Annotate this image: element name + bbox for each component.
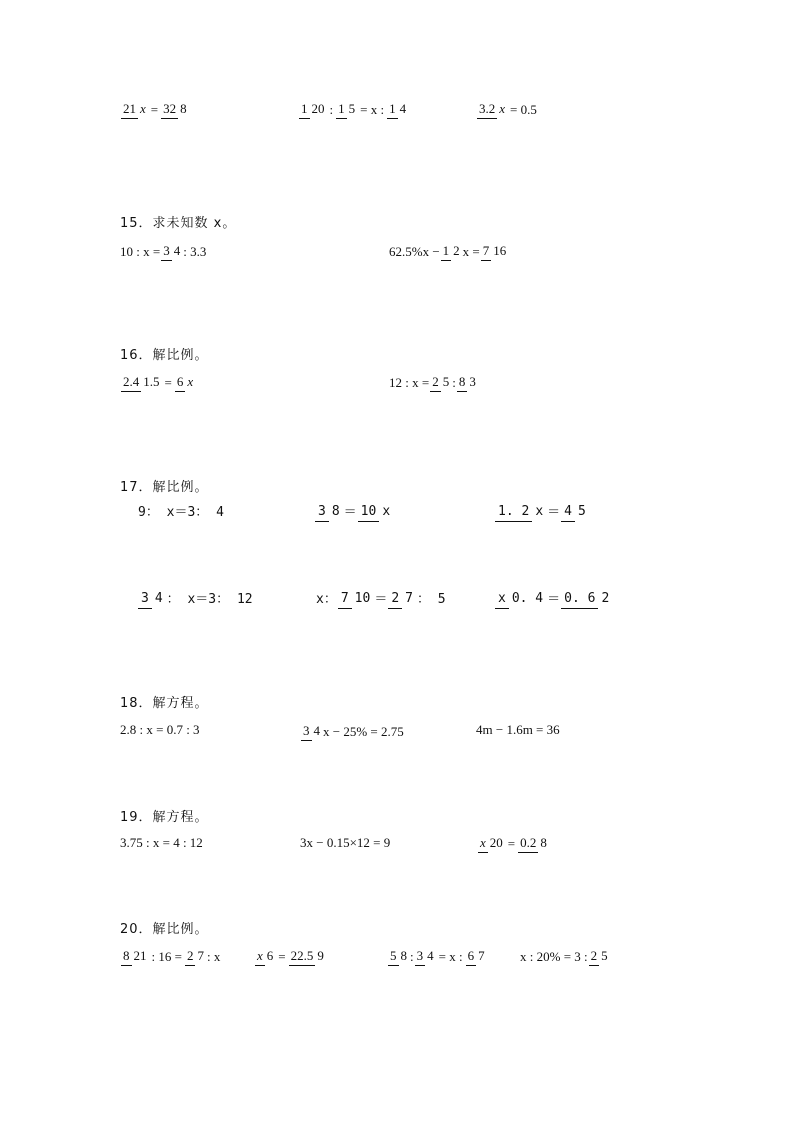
expression-text: 9： x＝3： 4 <box>138 505 224 520</box>
fraction <box>478 834 505 853</box>
operator: = <box>278 948 286 964</box>
denominator: 20 <box>489 835 503 850</box>
fraction <box>388 590 416 609</box>
fraction <box>387 100 408 119</box>
equation-top-2 <box>298 100 409 119</box>
fraction <box>518 834 549 853</box>
denominator: 8 <box>540 835 547 850</box>
fraction <box>561 590 612 609</box>
numerator: 2 <box>185 949 196 966</box>
fraction <box>121 373 162 392</box>
expression-text: = 0.5 <box>510 101 537 117</box>
equation-18-3 <box>476 723 560 736</box>
denominator: 5 <box>601 948 608 963</box>
expression-text: ： x＝3： 12 <box>166 591 253 607</box>
denominator: 2 <box>453 243 460 258</box>
fraction <box>561 503 589 522</box>
numerator: 2 <box>430 375 441 392</box>
numerator: 32 <box>161 102 178 119</box>
question-15-heading: 15．求未知数 x。 <box>120 216 237 231</box>
numerator: 21 <box>121 102 138 119</box>
denominator: 8 <box>331 504 340 519</box>
numerator: 1 <box>336 102 347 119</box>
denominator: x <box>535 504 544 519</box>
equation-16-1 <box>120 373 196 392</box>
question-17-heading: 17．解比例。 <box>120 480 209 495</box>
expression-text: x： <box>316 591 337 607</box>
denominator: 7 <box>405 591 413 606</box>
expression-text: 62.5%x − <box>389 243 440 259</box>
fraction <box>388 947 409 966</box>
equation-20-1 <box>120 947 220 966</box>
operator: = <box>164 374 172 390</box>
equation-top-3 <box>476 100 539 119</box>
operator: ＝ <box>374 591 388 607</box>
numerator: 1. 2 <box>495 505 532 522</box>
expression-text: ： 5 <box>416 591 446 607</box>
denominator: 4 <box>154 591 163 606</box>
denominator: 4 <box>173 243 181 258</box>
fraction <box>255 947 275 966</box>
expression-text: 3.75 : x = 4 : 12 <box>120 835 203 850</box>
fraction <box>495 590 546 609</box>
numerator: 7 <box>481 244 492 261</box>
numerator: 10 <box>358 505 380 522</box>
expression-text: x − 25% = 2.75 <box>323 723 404 739</box>
denominator: x <box>499 101 506 116</box>
equation-15-2 <box>389 242 509 261</box>
denominator: 16 <box>493 243 507 258</box>
numerator: 0. 6 <box>561 592 598 609</box>
numerator: 2 <box>388 592 402 609</box>
denominator: 9 <box>317 948 324 963</box>
denominator: 4 <box>313 723 320 738</box>
fraction <box>466 947 487 966</box>
equation-19-2 <box>300 836 390 849</box>
numerator: 22.5 <box>289 949 316 966</box>
fraction <box>495 503 546 522</box>
operator: = <box>150 101 159 117</box>
denominator: 8 <box>400 948 407 963</box>
denominator: 2 <box>601 591 610 606</box>
equation-19-1 <box>120 836 203 849</box>
expression-text: 10 : x = <box>120 243 161 259</box>
denominator: 10 <box>354 591 371 606</box>
fraction <box>138 590 166 609</box>
expression-text: x = <box>462 243 480 259</box>
numerator: x <box>255 949 265 966</box>
numerator: 7 <box>338 592 352 609</box>
denominator: 4 <box>399 101 407 116</box>
numerator: 3 <box>415 949 426 966</box>
equation-18-1 <box>120 723 200 736</box>
fraction <box>185 947 206 966</box>
equation-18-2 <box>300 722 404 741</box>
equation-17-6 <box>494 590 613 609</box>
operator: : <box>410 948 414 964</box>
fraction <box>430 373 451 392</box>
question-18-heading: 18．解方程。 <box>120 696 209 711</box>
expression-text: = x : <box>438 948 463 964</box>
equation-20-4 <box>520 947 611 966</box>
denominator: 8 <box>180 101 187 116</box>
denominator: 5 <box>577 504 586 519</box>
numerator: 2 <box>589 949 600 966</box>
expression-text: x : 20% = 3 : <box>520 948 588 964</box>
operator: : <box>452 374 456 390</box>
operator: ＝ <box>547 504 561 520</box>
denominator: x <box>140 101 146 116</box>
numerator: 2.4 <box>121 375 141 392</box>
numerator: 5 <box>388 949 399 966</box>
fraction <box>338 590 373 609</box>
denominator: 7 <box>197 948 204 963</box>
expression-text: = x : <box>360 101 385 117</box>
fraction <box>477 100 507 119</box>
numerator: x <box>495 592 509 609</box>
fraction <box>175 373 195 392</box>
question-16-heading: 16．解比例。 <box>120 348 209 363</box>
fraction <box>121 100 148 119</box>
equation-15-1 <box>120 242 206 261</box>
numerator: 3 <box>138 592 152 609</box>
numerator: 3.2 <box>477 102 497 119</box>
expression-text: 4m − 1.6m = 36 <box>476 722 560 737</box>
denominator: 6 <box>266 948 274 963</box>
equation-17-1 <box>138 506 224 519</box>
fraction <box>299 100 327 119</box>
fraction <box>336 100 357 119</box>
numerator: 3 <box>315 505 329 522</box>
fraction <box>358 503 393 522</box>
denominator: 5 <box>442 374 450 389</box>
fraction <box>441 242 462 261</box>
equation-17-5 <box>316 590 446 609</box>
fraction <box>481 242 509 261</box>
numerator: 8 <box>121 949 132 966</box>
denominator: 3 <box>469 374 476 389</box>
denominator: x <box>187 374 194 389</box>
denominator: 5 <box>348 101 356 116</box>
question-19-heading: 19．解方程。 <box>120 810 209 825</box>
denominator: 21 <box>133 948 147 963</box>
fraction <box>589 947 610 966</box>
fraction <box>457 373 478 392</box>
denominator: 1.5 <box>143 374 160 389</box>
fraction <box>315 503 343 522</box>
denominator: 4 <box>427 948 434 963</box>
expression-text: 12 : x = <box>389 374 430 390</box>
numerator: 3 <box>301 724 312 741</box>
numerator: x <box>478 836 488 853</box>
equation-17-2 <box>314 503 394 522</box>
fraction <box>415 947 436 966</box>
expression-text: : 16 = <box>151 948 182 964</box>
numerator: 8 <box>457 375 468 392</box>
expression-text: 2.8 : x = 0.7 : 3 <box>120 722 200 737</box>
denominator: 0. 4 <box>511 591 544 606</box>
expression-text: : 3.3 <box>183 243 207 259</box>
expression-text: : x <box>206 948 221 964</box>
numerator: 6 <box>466 949 477 966</box>
fraction <box>121 947 149 966</box>
denominator: x <box>382 504 391 519</box>
operator: ＝ <box>547 591 561 607</box>
numerator: 3 <box>161 244 172 261</box>
numerator: 4 <box>561 505 575 522</box>
expression-text: 3x − 0.15×12 = 9 <box>300 835 391 850</box>
equation-17-3 <box>494 503 590 522</box>
numerator: 1 <box>299 102 310 119</box>
question-20-heading: 20．解比例。 <box>120 922 209 937</box>
denominator: 7 <box>478 948 485 963</box>
fraction <box>161 242 182 261</box>
fraction <box>161 100 189 119</box>
fraction <box>301 722 322 741</box>
fraction <box>289 947 326 966</box>
equation-19-3 <box>477 834 550 853</box>
operator: = <box>507 835 516 851</box>
equation-20-2 <box>254 947 327 966</box>
operator: ＝ <box>343 504 357 520</box>
numerator: 0.2 <box>518 836 538 853</box>
numerator: 6 <box>175 375 186 392</box>
denominator: 20 <box>311 101 325 116</box>
numerator: 1 <box>441 244 452 261</box>
numerator: 1 <box>387 102 398 119</box>
equation-17-4 <box>137 590 253 609</box>
equation-16-2 <box>389 373 479 392</box>
equation-top-1 <box>120 100 190 119</box>
operator: : <box>329 101 334 117</box>
equation-20-3 <box>387 947 488 966</box>
